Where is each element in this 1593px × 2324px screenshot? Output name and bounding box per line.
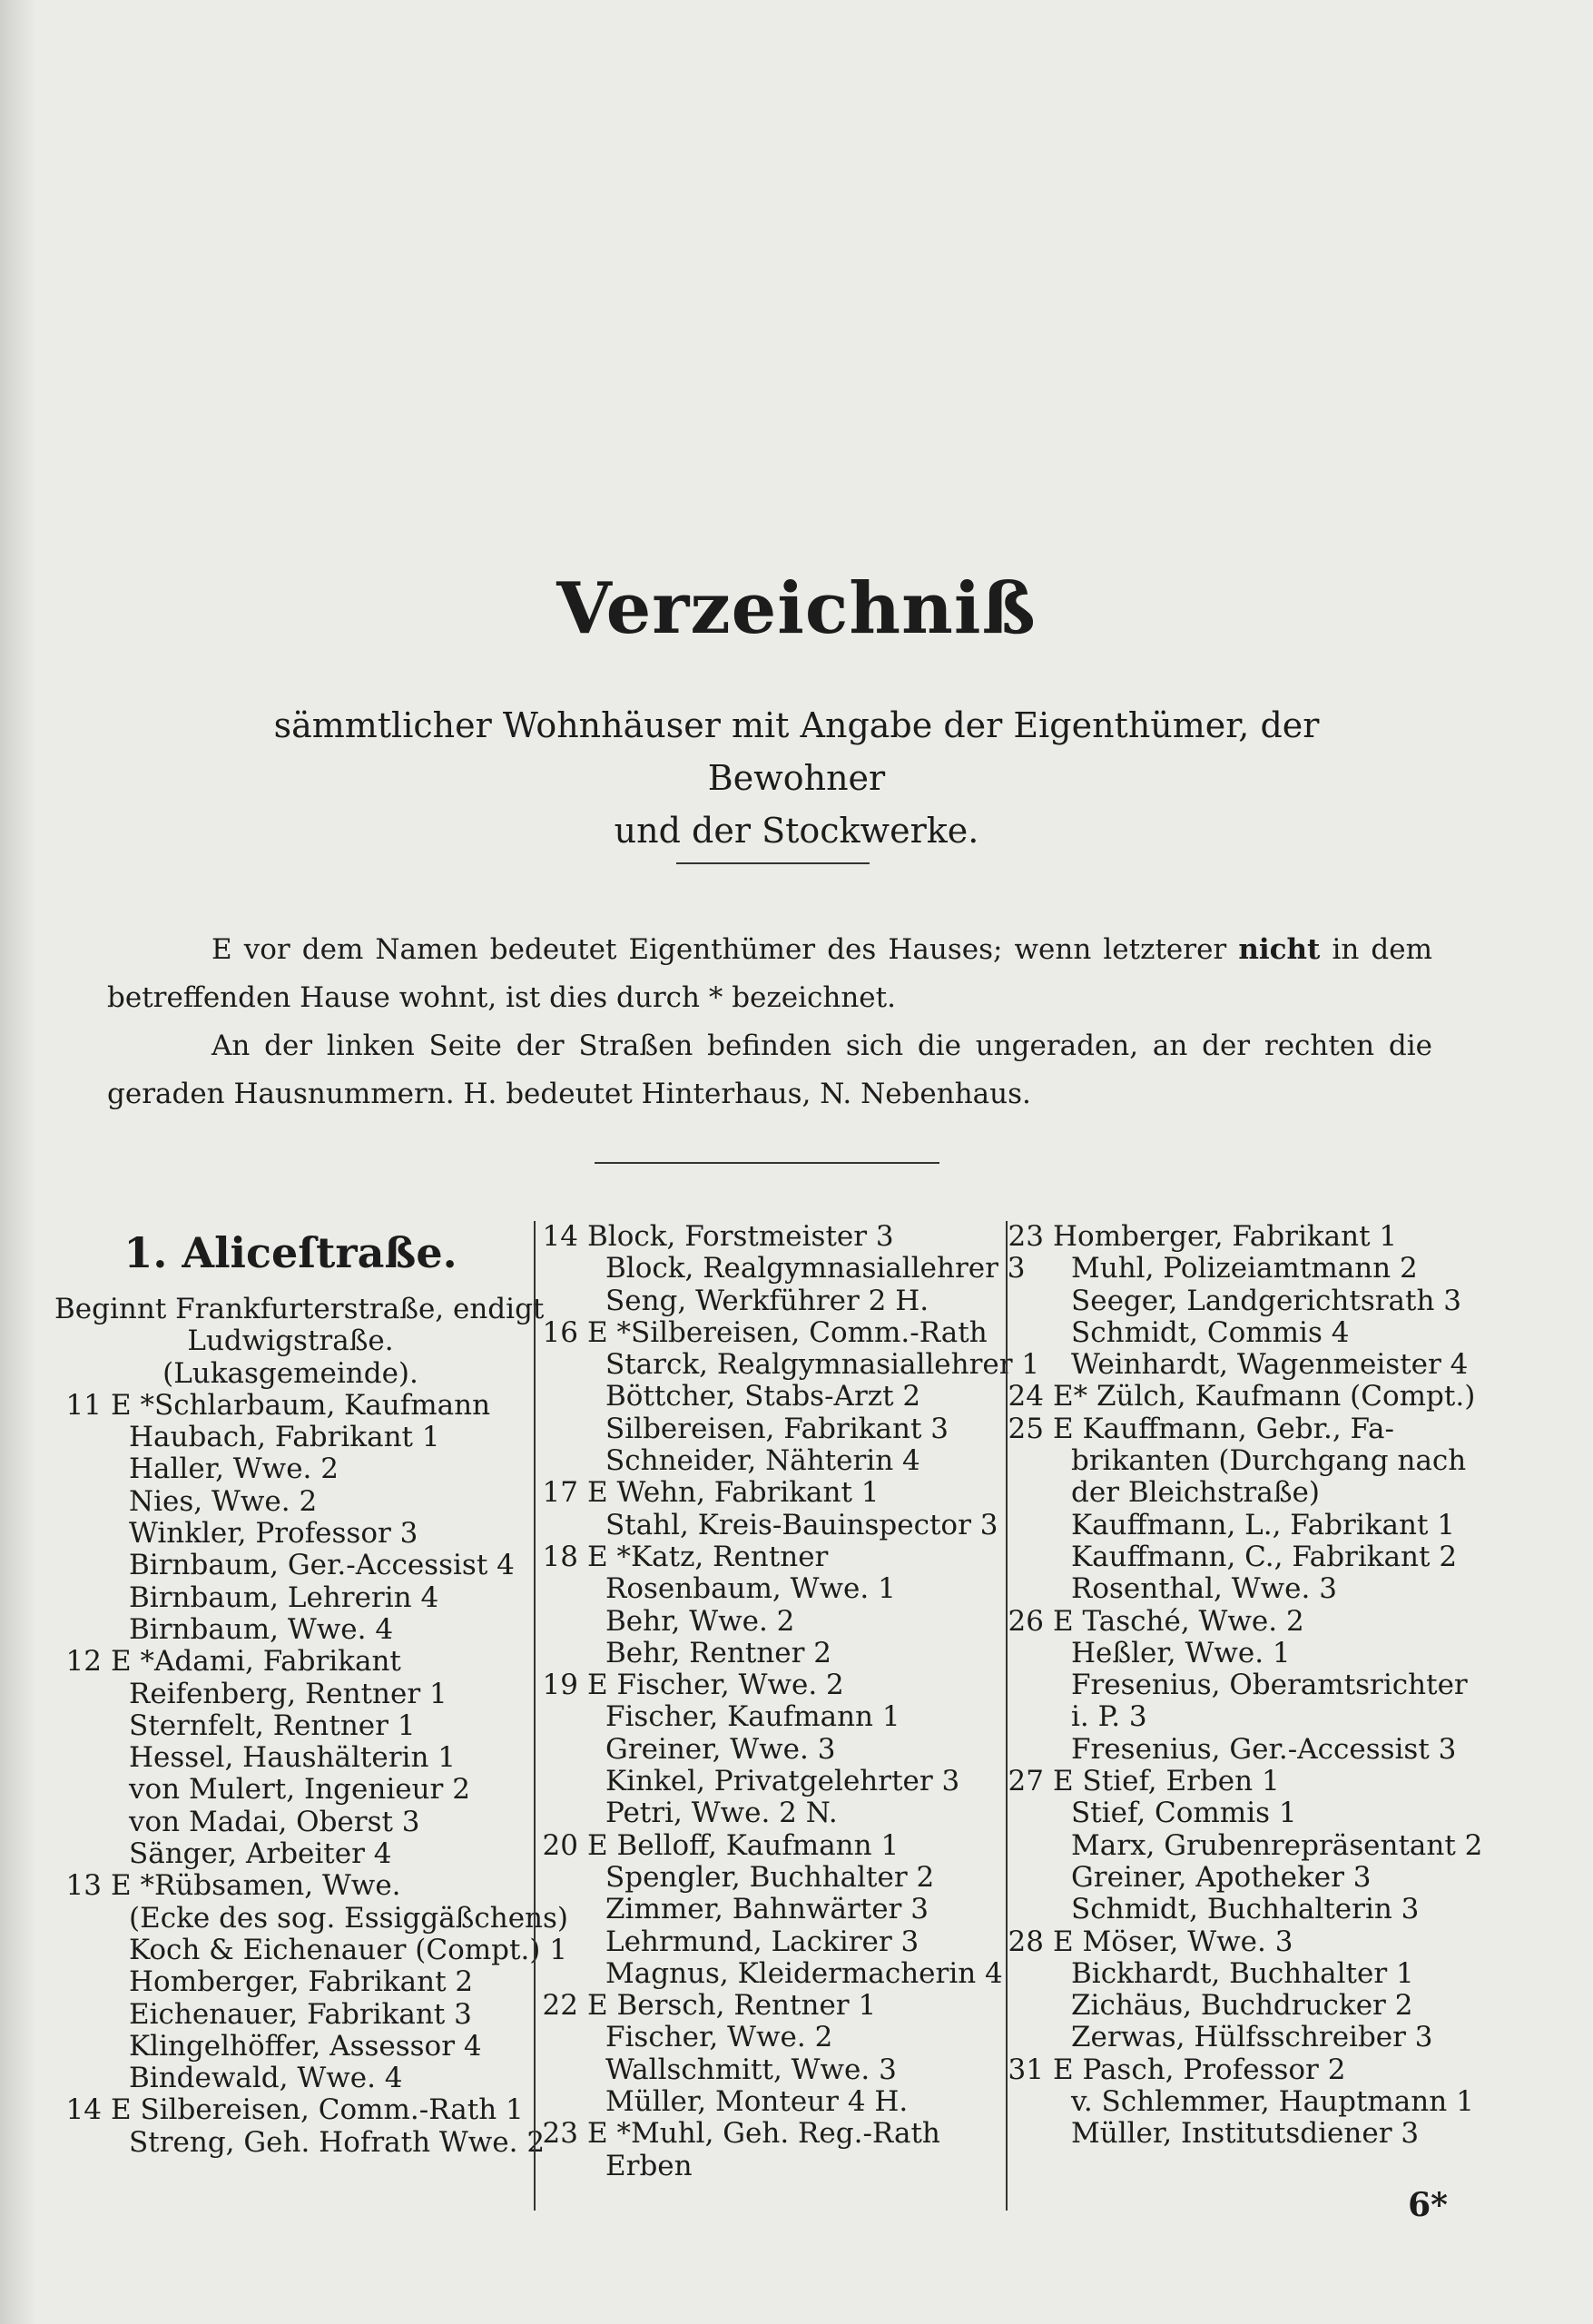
house-number: 18 (542, 1540, 578, 1573)
house-number (54, 1935, 111, 1966)
list-item (531, 1285, 998, 1317)
list-item (54, 1422, 526, 1453)
list-item (997, 1701, 1455, 1733)
house-number (997, 1669, 1053, 1701)
list-item (531, 1477, 998, 1509)
list-item (997, 1380, 1476, 1413)
house-number (531, 1766, 587, 1797)
list-item (54, 1807, 526, 1838)
house-number (531, 1573, 587, 1605)
house-number: 19 (542, 1669, 578, 1702)
list-item (531, 1606, 998, 1638)
house-number (531, 1285, 587, 1317)
house-number (997, 2022, 1053, 2053)
list-item (54, 1933, 567, 1966)
house-number: 14 (542, 1220, 578, 1253)
house-number (531, 1413, 587, 1445)
resident-entry: E Möser, Wwe. 3 (1053, 1925, 1293, 1958)
resident-entry: Haller, Wwe. 2 (129, 1452, 339, 1486)
house-number (54, 2127, 111, 2159)
list-item (997, 1606, 1455, 1638)
house-number (531, 1797, 587, 1829)
list-item (531, 1766, 998, 1797)
house-number (997, 1285, 1053, 1317)
house-number (54, 1903, 111, 1935)
resident-entry: Zimmer, Bahnwärter 3 (605, 1893, 929, 1926)
resident-entry: Lehrmund, Lackirer 3 (605, 1925, 919, 1958)
house-number (54, 2063, 111, 2094)
list-item (997, 1862, 1455, 1894)
house-number (531, 2086, 587, 2118)
house-number (997, 1541, 1053, 1573)
resident-entry: Block, Forstmeister 3 (587, 1220, 894, 1253)
list-item (531, 1956, 1003, 1990)
list-item (531, 1381, 998, 1413)
list-item (997, 1734, 1455, 1766)
resident-entry: Kinkel, Privatgelehrter 3 (605, 1765, 960, 1798)
list-item (997, 1540, 1458, 1573)
page-title: Verzeichniß (556, 567, 1037, 650)
list-item (997, 1797, 1455, 1829)
house-number: 23 (1008, 1220, 1044, 1253)
resident-entry: Heßler, Wwe. 1 (1071, 1636, 1291, 1669)
house-number: 23 (542, 2117, 578, 2151)
house-number (531, 1606, 587, 1638)
house-number (997, 1734, 1053, 1766)
list-item (531, 1669, 998, 1701)
list-item (54, 1838, 526, 1870)
resident-entry: E *Katz, Rentner (587, 1540, 829, 1573)
subtitle (182, 699, 1411, 857)
resident-entry: Stief, Commis 1 (1071, 1797, 1297, 1830)
house-number (54, 1679, 111, 1710)
street-heading: 1. Aliceſtraße. (123, 1228, 457, 1277)
list-item (997, 1894, 1455, 1925)
resident-entry: von Madai, Oberst 3 (129, 1805, 420, 1838)
resident-entry: Sänger, Arbeiter 4 (129, 1837, 392, 1871)
house-number (531, 2022, 587, 2053)
house-number (54, 1742, 111, 1774)
intro-text (107, 926, 1432, 1118)
list-item (997, 1926, 1455, 1958)
list-item (54, 2125, 546, 2159)
house-number (997, 1510, 1053, 1541)
subtitle-line-1: sämmtlicher Wohnhäuser mit Angabe der Eigenthümer, der Bewohner (273, 705, 1320, 798)
resident-entry: E Tasché, Wwe. 2 (1053, 1604, 1304, 1638)
resident-entry: Rosenthal, Wwe. 3 (1071, 1572, 1337, 1606)
house-number (531, 1510, 587, 1541)
resident-entry: E* Zülch, Kaufmann (Compt.) (1053, 1380, 1476, 1413)
page-number: 6* (1408, 2186, 1448, 2224)
resident-entry: Behr, Wwe. 2 (605, 1604, 795, 1638)
list-item (531, 1348, 1040, 1382)
list-item (531, 2118, 998, 2150)
resident-entry: Fischer, Wwe. 2 (605, 2021, 833, 2054)
house-number: 16 (542, 1315, 578, 1349)
resident-entry: Fresenius, Oberamtsrichter (1071, 1669, 1468, 1702)
house-number (54, 1518, 111, 1550)
list-item (54, 1550, 526, 1581)
house-number (997, 2118, 1053, 2150)
house-number (54, 1422, 111, 1453)
house-number (54, 1486, 111, 1518)
resident-entry: Spengler, Buchhalter 2 (605, 1860, 935, 1894)
street-note-1: Beginnt Frankfurterstraße, endigt (54, 1293, 545, 1325)
list-item (531, 1830, 998, 1862)
resident-entry: Fischer, Kaufmann 1 (605, 1700, 900, 1734)
resident-entry: E Wehn, Fabrikant 1 (587, 1476, 880, 1510)
list-item (997, 2085, 1474, 2119)
resident-entry: E Pasch, Professor 2 (1053, 2053, 1346, 2086)
list-item (531, 2054, 998, 2086)
house-number (997, 1638, 1053, 1669)
list-item (997, 2118, 1455, 2150)
resident-entry: E Bersch, Rentner 1 (587, 1989, 877, 2023)
house-number (531, 2054, 587, 2086)
binding-edge (0, 0, 36, 2324)
list-item (997, 1317, 1455, 1349)
list-item (531, 1541, 998, 1573)
list-item (531, 1510, 998, 1541)
resident-entry: Schmidt, Buchhalterin 3 (1071, 1893, 1420, 1926)
house-number: 20 (542, 1828, 578, 1862)
list-item (54, 2031, 526, 2063)
street-note-2: Ludwigstraße. (187, 1324, 394, 1358)
list-item (54, 1774, 526, 1806)
house-number (54, 1453, 111, 1485)
resident-entry: Seeger, Landgerichtsrath 3 (1071, 1284, 1462, 1317)
resident-entry: Rosenbaum, Wwe. 1 (605, 1572, 896, 1606)
resident-entry: E Silbereisen, Comm.-Rath 1 (111, 2093, 524, 2127)
house-number (531, 1862, 587, 1894)
list-item (54, 1742, 526, 1774)
resident-entry: von Mulert, Ingenieur 2 (129, 1773, 470, 1807)
resident-entry: Muhl, Polizeiamtmann 2 (1071, 1252, 1418, 1285)
list-item (997, 1510, 1455, 1541)
resident-entry: Böttcher, Stabs-Arzt 2 (605, 1380, 921, 1413)
house-number (997, 1701, 1053, 1733)
resident-entry: Birnbaum, Lehrerin 4 (129, 1581, 439, 1614)
list-item (997, 1766, 1455, 1797)
resident-entry: (Ecke des sog. Essiggäßchens) (129, 1901, 569, 1935)
house-number: 25 (1008, 1412, 1044, 1445)
house-number (997, 1477, 1053, 1509)
resident-entry: Stahl, Kreis-Bauinspector 3 (605, 1508, 998, 1541)
list-item (531, 1734, 998, 1766)
house-number (531, 1926, 587, 1958)
resident-entry: Behr, Rentner 2 (605, 1636, 832, 1669)
list-item (531, 1990, 998, 2022)
house-number (531, 1638, 587, 1669)
house-number (531, 1349, 587, 1381)
house-number: 26 (1008, 1604, 1044, 1638)
list-item (54, 1390, 526, 1422)
list-item (531, 2086, 998, 2118)
house-number (997, 2086, 1053, 2118)
house-number (54, 1774, 111, 1806)
list-item (531, 2151, 998, 2182)
list-item (531, 1638, 998, 1669)
list-item (531, 1573, 998, 1605)
resident-entry: E Fischer, Wwe. 2 (587, 1669, 844, 1702)
resident-entry: Bindewald, Wwe. 4 (129, 2062, 403, 2095)
list-item (531, 1862, 998, 1894)
column-3-entries (997, 1220, 1483, 2151)
resident-entry: E *Adami, Fabrikant (111, 1645, 401, 1679)
list-item (997, 1221, 1455, 1253)
intro-p1-end: in dem betreffenden Hause wohnt, ist dies durch * bezeichnet. (107, 933, 1432, 1014)
list-item (997, 1828, 1483, 1862)
resident-entry: der Bleichstraße) (1071, 1476, 1320, 1510)
intro-p1-emphasis: nicht (1238, 933, 1321, 966)
list-item (531, 1413, 998, 1445)
list-item (54, 1679, 526, 1710)
resident-entry: brikanten (Durchgang nach (1071, 1444, 1467, 1478)
house-number (997, 1862, 1053, 1894)
resident-entry: Wallschmitt, Wwe. 3 (605, 2053, 897, 2086)
list-item (54, 1486, 526, 1518)
resident-entry: Bickhardt, Buchhalter 1 (1071, 1956, 1414, 1990)
list-item (997, 1284, 1462, 1317)
list-item (54, 1582, 526, 1614)
list-item (531, 1221, 998, 1253)
house-number (54, 1550, 111, 1581)
house-number (54, 1966, 111, 1998)
resident-entry: Birnbaum, Wwe. 4 (129, 1612, 394, 1646)
house-number (531, 1701, 587, 1733)
resident-entry: Silbereisen, Fabrikant 3 (605, 1412, 949, 1445)
resident-entry: Sternfelt, Rentner 1 (129, 1709, 416, 1742)
list-item (997, 1413, 1455, 1445)
resident-entry: E *Silbereisen, Comm.-Rath (587, 1315, 988, 1349)
resident-entry: E Kauffmann, Gebr., Fa- (1053, 1412, 1394, 1445)
house-number (54, 1999, 111, 2031)
list-item (531, 1894, 998, 1925)
intro-paragraph-1 (107, 926, 1432, 1022)
resident-entry: Erben (605, 2149, 693, 2182)
resident-entry: Koch & Eichenauer (Compt.) 1 (129, 1933, 567, 1966)
house-number (531, 2151, 587, 2182)
list-item (997, 1638, 1455, 1669)
list-item (997, 2054, 1455, 2086)
house-number (531, 1445, 587, 1477)
list-item (54, 1870, 526, 1902)
resident-entry: Weinhardt, Wagenmeister 4 (1071, 1348, 1469, 1382)
resident-entry: Starck, Realgymnasiallehrer 1 (605, 1348, 1040, 1382)
resident-entry: i. P. 3 (1071, 1700, 1147, 1734)
list-item (997, 1990, 1455, 2022)
list-item (54, 1646, 526, 1678)
list-item (54, 1999, 526, 2031)
street-note-3: (Lukasgemeinde). (162, 1356, 418, 1390)
house-number: 12 (65, 1645, 102, 1679)
list-item (54, 2094, 526, 2126)
resident-entry: Winkler, Professor 3 (129, 1517, 418, 1551)
column-3 (997, 1220, 1483, 2151)
list-item (54, 1518, 526, 1550)
house-number (997, 1349, 1053, 1381)
house-number (531, 1381, 587, 1413)
list-item (997, 1958, 1455, 1990)
list-item (54, 2063, 526, 2094)
resident-entry: v. Schlemmer, Hauptmann 1 (1071, 2085, 1474, 2119)
house-number: 13 (65, 1869, 102, 1903)
house-number (531, 1253, 587, 1285)
house-number (997, 1797, 1053, 1829)
list-item (997, 1348, 1469, 1382)
list-item (997, 1253, 1455, 1285)
house-number: 17 (542, 1476, 578, 1510)
resident-entry: Greiner, Apotheker 3 (1071, 1860, 1372, 1894)
house-number: 24 (1008, 1380, 1044, 1413)
resident-entry: Zichäus, Buchdrucker 2 (1071, 1989, 1413, 2023)
list-item (531, 1445, 998, 1477)
resident-entry: Homberger, Fabrikant 2 (129, 1965, 474, 1999)
house-number (54, 1807, 111, 1838)
house-number: 11 (65, 1388, 102, 1422)
resident-entry: E *Schlarbaum, Kaufmann (111, 1388, 491, 1422)
resident-entry: Greiner, Wwe. 3 (605, 1732, 836, 1766)
house-number (997, 1990, 1053, 2022)
subtitle-line-2: und der Stockwerke. (614, 811, 979, 851)
house-number (54, 1838, 111, 1870)
house-number: 27 (1008, 1765, 1044, 1798)
list-item (54, 1710, 526, 1742)
house-number (997, 1317, 1053, 1349)
list-item (54, 1453, 526, 1485)
resident-entry: Zerwas, Hülfsschreiber 3 (1071, 2021, 1433, 2054)
house-number (531, 1958, 587, 1990)
house-number: 31 (1008, 2053, 1044, 2086)
list-item (54, 1966, 526, 1998)
resident-entry: Nies, Wwe. 2 (129, 1484, 318, 1518)
house-number (54, 1710, 111, 1742)
resident-entry: Seng, Werkführer 2 H. (605, 1284, 929, 1317)
house-number (997, 1573, 1053, 1605)
house-number (54, 2031, 111, 2063)
resident-entry: Birnbaum, Ger.-Accessist 4 (129, 1549, 515, 1582)
house-number (997, 1253, 1053, 1285)
resident-entry: Petri, Wwe. 2 N. (605, 1797, 838, 1830)
resident-entry: Schmidt, Commis 4 (1071, 1315, 1350, 1349)
resident-entry: Schneider, Nähterin 4 (605, 1444, 920, 1478)
resident-entry: Kauffmann, C., Fabrikant 2 (1071, 1540, 1458, 1573)
list-item (531, 1926, 998, 1958)
resident-entry: Reifenberg, Rentner 1 (129, 1677, 447, 1710)
list-item (531, 1797, 998, 1829)
list-item (531, 1701, 998, 1733)
list-item (54, 1614, 526, 1646)
intro-paragraph-2: An der linken Seite der Straßen befinden sich die ungeraden, an der rechten die geraden Hausnummern. H. bedeutet Hinterhaus, N. Nebenhaus. (107, 1029, 1432, 1110)
house-number (997, 1445, 1053, 1477)
intro-p1-start: E vor dem Namen bedeutet Eigenthümer des Hauses; wenn letzterer (211, 933, 1227, 966)
resident-entry: Eichenauer, Fabrikant 3 (129, 1997, 472, 2031)
house-number (997, 1830, 1053, 1862)
house-number (997, 1958, 1053, 1990)
resident-entry: Magnus, Kleidermacherin 4 (605, 1956, 1003, 1990)
house-number (531, 1894, 587, 1925)
resident-entry: Block, Realgymnasiallehrer 3 (605, 1252, 1026, 1285)
list-item (531, 2022, 998, 2053)
resident-entry: Fresenius, Ger.-Accessist 3 (1071, 1732, 1457, 1766)
list-item (997, 1477, 1455, 1509)
house-number: 22 (542, 1989, 578, 2023)
list-item (997, 1573, 1455, 1605)
resident-entry: E Belloff, Kaufmann 1 (587, 1828, 900, 1862)
house-number: 28 (1008, 1925, 1044, 1958)
house-number: 14 (65, 2093, 102, 2127)
resident-entry: Müller, Institutsdiener 3 (1071, 2117, 1420, 2151)
house-number (54, 1582, 111, 1614)
resident-entry: E Stief, Erben 1 (1053, 1765, 1280, 1798)
section-divider (595, 1162, 939, 1164)
house-number (54, 1614, 111, 1646)
resident-entry: Marx, Grubenrepräsentant 2 (1071, 1828, 1483, 1862)
list-item (997, 1444, 1467, 1478)
title-divider (676, 862, 870, 864)
resident-entry: Müller, Monteur 4 H. (605, 2085, 909, 2119)
list-item (997, 1669, 1468, 1702)
house-number (997, 1894, 1053, 1925)
resident-entry: Homberger, Fabrikant 1 (1053, 1220, 1398, 1253)
list-item (531, 1317, 998, 1349)
resident-entry: Streng, Geh. Hofrath Wwe. 2 (129, 2125, 546, 2159)
list-item (531, 1252, 1026, 1285)
resident-entry: E *Muhl, Geh. Reg.-Rath (587, 2117, 940, 2151)
resident-entry: Hessel, Haushälterin 1 (129, 1741, 456, 1775)
resident-entry: E *Rübsamen, Wwe. (111, 1869, 401, 1903)
resident-entry: Kauffmann, L., Fabrikant 1 (1071, 1508, 1456, 1541)
list-item (54, 1901, 569, 1935)
house-number (531, 1734, 587, 1766)
resident-entry: Klingelhöffer, Assessor 4 (129, 2029, 482, 2063)
resident-entry: Haubach, Fabrikant 1 (129, 1421, 440, 1454)
list-item (997, 2022, 1455, 2053)
